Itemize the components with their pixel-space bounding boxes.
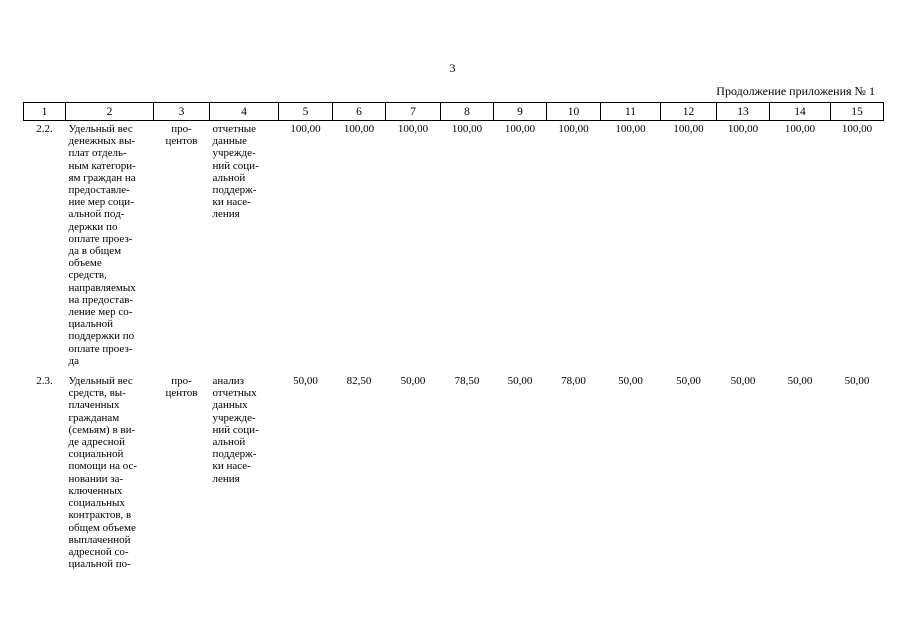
indicator-description <box>66 373 154 576</box>
column-header: 7 <box>386 103 441 121</box>
indicator-description-line: ным категори- <box>68 159 136 172</box>
column-header: 1 <box>24 103 66 121</box>
indicator-description-line: выплаченной <box>68 533 131 546</box>
indicator-description-line: общем объеме <box>68 521 136 534</box>
column-header: 13 <box>717 103 770 121</box>
column-header: 8 <box>441 103 494 121</box>
indicator-description-line: направляемых <box>68 281 136 294</box>
data-source-line: ки насе- <box>212 460 251 473</box>
indicator-value: 50,00 <box>618 375 643 388</box>
column-header: 6 <box>333 103 386 121</box>
indicator-value: 100,00 <box>784 123 816 135</box>
data-source-line: отчетные <box>212 123 257 135</box>
indicator-description-line: социальных <box>68 497 125 510</box>
table-row <box>24 121 884 374</box>
indicators-table <box>23 102 884 576</box>
indicator-description-line: держки по <box>68 220 118 233</box>
page-number: 3 <box>449 61 456 75</box>
indicator-description-line: да <box>68 354 79 367</box>
column-header: 3 <box>154 103 210 121</box>
indicator-description-line: гражданам <box>68 411 120 424</box>
indicator-value: 100,00 <box>841 123 873 135</box>
unit-of-measure-line: центов <box>165 387 198 400</box>
data-source-line: данных <box>212 399 248 412</box>
indicator-description-line: оплате проез- <box>68 232 133 245</box>
data-source-line: альной <box>212 436 246 449</box>
data-source-line: поддерж- <box>212 184 257 197</box>
indicator-description-line: оплате проез- <box>68 342 133 355</box>
indicator-value: 50,00 <box>787 375 813 388</box>
indicator-description <box>66 121 154 374</box>
data-source-line: анализ <box>212 375 244 388</box>
appendix-continuation-note: Продолжение приложения № 1 <box>716 84 875 98</box>
indicator-value: 78,00 <box>561 375 586 388</box>
unit-of-measure <box>154 121 210 374</box>
row-number: 2.3. <box>36 375 53 388</box>
column-header: 12 <box>661 103 717 121</box>
data-source-line: поддерж- <box>212 448 257 461</box>
indicator-value: 100,00 <box>504 123 536 135</box>
indicator-description-line: де адресной <box>68 436 126 449</box>
indicator-description-line: на предостав- <box>68 293 134 306</box>
indicator-value: 100,00 <box>397 123 429 135</box>
indicator-description-line: плат отдель- <box>68 147 127 160</box>
indicator-value: 100,00 <box>558 123 589 135</box>
indicator-description-line: ключенных <box>68 484 123 497</box>
column-header: 10 <box>547 103 601 121</box>
indicator-description-line: Удельный вес <box>68 123 133 135</box>
row-number: 2.2. <box>36 123 53 135</box>
indicator-description-line: новании за- <box>68 472 124 485</box>
indicator-description-line: плаченных <box>68 399 120 412</box>
indicator-value: 50,00 <box>293 375 318 388</box>
indicator-description-line: поддержки по <box>68 330 135 343</box>
unit-of-measure-line: про- <box>171 123 192 135</box>
data-source-line: ний соци- <box>212 423 259 436</box>
indicator-description-line: средств, вы- <box>68 387 126 400</box>
data-source-line: ления <box>212 208 240 221</box>
indicator-description-line: да в общем <box>68 245 122 258</box>
indicator-description-line: циальной <box>68 318 114 331</box>
indicator-description-line: помощи на ос- <box>68 460 138 473</box>
column-header: 15 <box>831 103 884 121</box>
unit-of-measure-line: про- <box>171 375 192 388</box>
indicator-description-line: адресной со- <box>68 545 129 558</box>
indicator-description-line: средств, <box>68 269 107 282</box>
data-source-line: ки насе- <box>212 196 251 209</box>
data-source-line: данные <box>212 135 248 148</box>
indicator-description-line: ление мер со- <box>68 306 133 319</box>
unit-of-measure-line: центов <box>165 135 198 148</box>
data-source <box>210 121 279 374</box>
indicator-description-line: Удельный вес <box>68 375 133 388</box>
data-source <box>210 373 279 576</box>
table-row <box>24 373 884 576</box>
indicator-value: 100,00 <box>727 123 759 135</box>
indicator-value: 100,00 <box>343 123 375 135</box>
data-source-line: ний соци- <box>212 159 259 172</box>
indicator-value: 50,00 <box>676 375 701 388</box>
indicator-description-line: циальной по- <box>68 558 131 571</box>
column-number-row <box>24 103 884 121</box>
unit-of-measure <box>154 373 210 576</box>
data-source-line: альной <box>212 171 246 184</box>
column-header: 4 <box>210 103 279 121</box>
indicator-value: 100,00 <box>615 123 646 135</box>
indicator-description-line: ям граждан на <box>68 171 136 184</box>
indicator-value: 82,50 <box>346 375 372 388</box>
indicator-description-line: социальной <box>68 448 124 461</box>
data-source-line: отчетных <box>212 387 257 400</box>
indicator-description-line: (семьям) в ви- <box>68 423 136 436</box>
indicator-description-line: предоставле- <box>68 184 130 197</box>
data-source-line: ления <box>212 472 240 485</box>
indicator-description-line: ние мер соци- <box>68 196 134 209</box>
indicator-description-line: объеме <box>68 257 102 270</box>
indicator-value: 50,00 <box>844 375 870 388</box>
column-header: 14 <box>770 103 831 121</box>
indicator-value: 50,00 <box>400 375 426 388</box>
indicator-value: 100,00 <box>673 123 704 135</box>
column-header: 11 <box>601 103 661 121</box>
data-source-line: учрежде- <box>212 411 256 424</box>
indicator-value: 78,50 <box>454 375 480 388</box>
indicator-value: 50,00 <box>507 375 533 388</box>
column-header: 5 <box>279 103 333 121</box>
column-header: 9 <box>494 103 547 121</box>
indicator-description-line: денежных вы- <box>68 135 136 148</box>
indicator-value: 100,00 <box>451 123 483 135</box>
indicator-value: 50,00 <box>730 375 756 388</box>
indicator-description-line: контрактов, в <box>68 509 132 522</box>
indicator-description-line: альной под- <box>68 208 125 221</box>
column-header: 2 <box>66 103 154 121</box>
data-source-line: учрежде- <box>212 147 256 160</box>
indicator-value: 100,00 <box>290 123 321 135</box>
